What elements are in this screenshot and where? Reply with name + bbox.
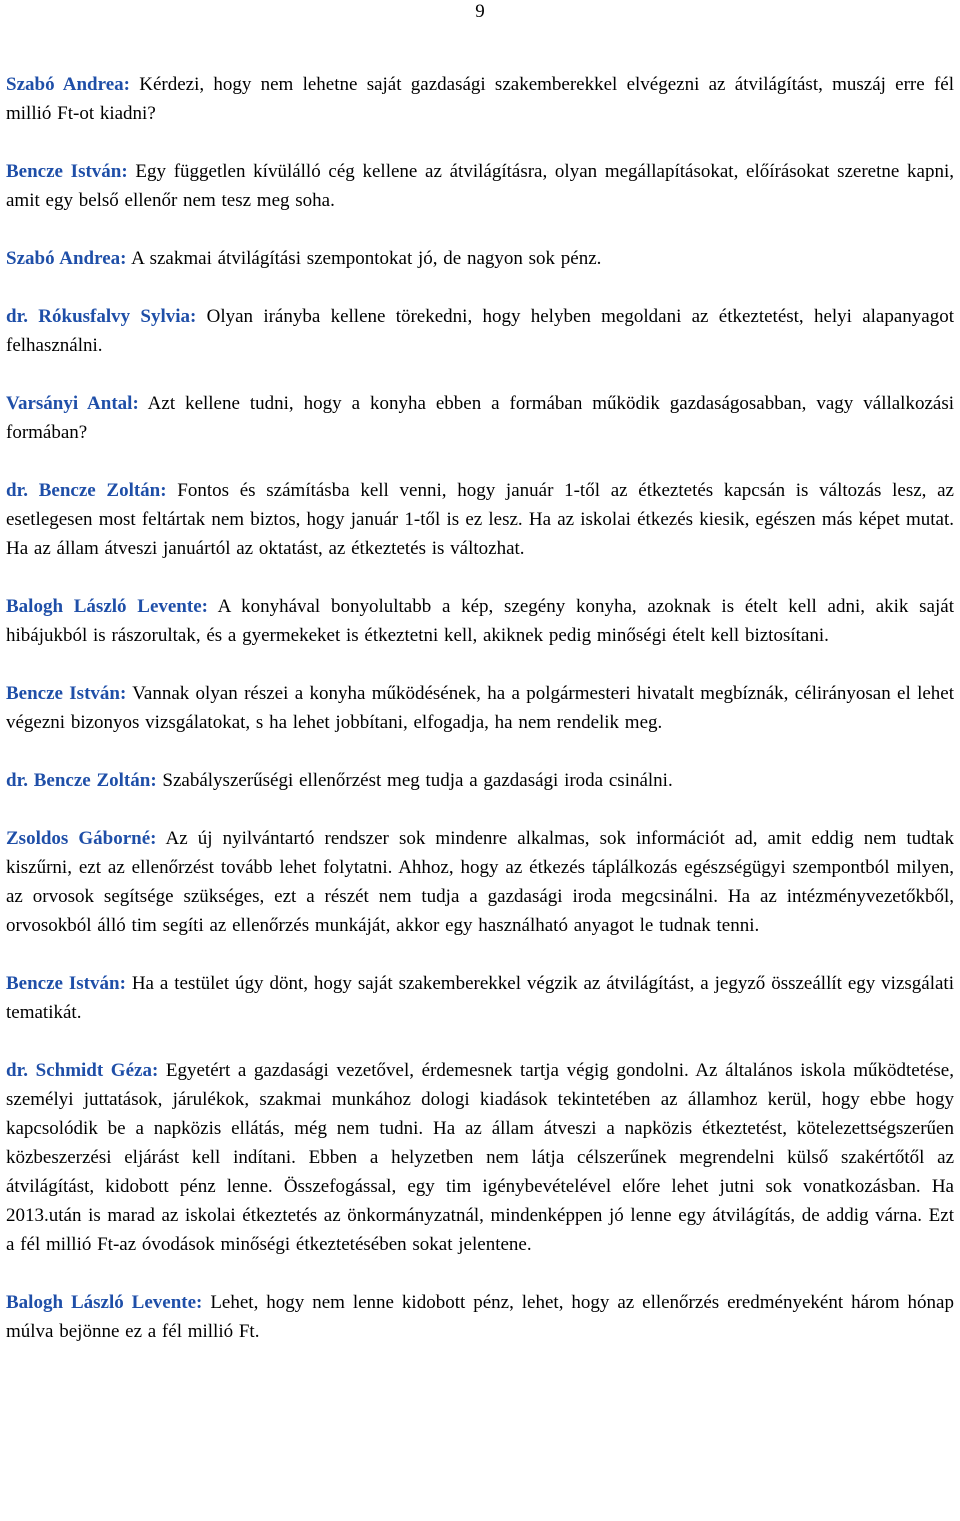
speaker-name: dr. Schmidt Géza: [6,1060,159,1081]
speaker-name: Balogh László Levente: [6,596,208,617]
speech-text: Egyetért a gazdasági vezetővel, érdemesnek tartja végig gondolni. Az általános iskola működtetése, személyi juttatások, járulékok, szakmai munkához dologi kiadások tekintetében az államhoz kerül, hogy ebbe hogy kapcsolódik be a napközis ellátás, még nem tudni. Ha az állam átveszi a napközis étkeztetést, kötelezettségszerűen közbeszerzési eljárást kell indítani. Ebben a helyzetben nem látja célszerűnek megrendelni külső szakértőtől az átvilágítást, kidobott pénz lenne. Összefogással, egy tim igénybevételével előre lehet jutni sok vonatkozásban. Ha 2013.után is marad az iskolai étkeztetés az önkormányzatnál, mindenképpen jó lenne egy átvilágítás, de addig várna. Ezt a fél millió Ft-az óvodások minőségi étkeztetésében sokat jelentene. [6,1060,954,1255]
speaker-name: Zsoldos Gáborné: [6,828,157,849]
speech-text: Vannak olyan részei a konyha működésének, ha a polgármesteri hivatalt megbíznák, célirányosan el lehet végezni bizonyos vizsgálatokat, s ha lehet jobbítani, elfogadja, ha nem rendelik meg. [6,683,954,733]
speaker-name: Balogh László Levente: [6,1292,203,1313]
speaker-name: Varsányi Antal: [6,393,139,414]
speech-text: A szakmai átvilágítási szempontokat jó, de nagyon sok pénz. [126,248,602,269]
minutes-paragraph [6,476,954,563]
minutes-paragraph [6,157,954,215]
speaker-name: Bencze István: [6,683,127,704]
minutes-body [6,70,954,1375]
speech-text: Lehet, hogy nem lenne kidobott pénz, lehet, hogy az ellenőrzés eredményeként három hónap múlva bejönne ez a fél millió Ft. [6,1292,954,1342]
minutes-paragraph [6,824,954,940]
speaker-name: Szabó Andrea: [6,248,127,269]
speaker-name: Bencze István: [6,973,126,994]
speaker-name: Bencze István: [6,161,128,182]
speech-text: Az új nyilvántartó rendszer sok mindenre alkalmas, sok információt ad, amit eddig nem tudtak kiszűrni, ezt az ellenőrzést tovább lehet folytatni. Ahhoz, hogy az étkezés táplálkozás egészségügyi szempontból milyen, az orvosok segítsége szükséges, ezt a részét nem tudja a gazdasági iroda megcsinálni. Ha az intézményvezetőkből, orvosokból álló tim segíti az ellenőrzés munkáját, akkor egy használható anyagot le tudnak tenni. [6,828,954,936]
speech-text: Olyan irányba kellene törekedni, hogy helyben megoldani az étkeztetést, helyi alapanyagot felhasználni. [6,306,955,356]
minutes-paragraph [6,969,954,1027]
speech-text: Kérdezi, hogy nem lehetne saját gazdasági szakemberekkel elvégezni az átvilágítást, muszáj erre fél millió Ft-ot kiadni? [6,74,954,124]
minutes-paragraph [6,1056,954,1259]
speaker-name: dr. Bencze Zoltán: [6,480,167,501]
speaker-name: dr. Bencze Zoltán: [6,770,157,791]
minutes-paragraph [6,679,954,737]
minutes-paragraph [6,302,954,360]
minutes-paragraph [6,766,954,795]
speech-text: Egy független kívülálló cég kellene az átvilágításra, olyan megállapításokat, előírásokat szeretne kapni, amit egy belső ellenőr nem tesz meg soha. [6,161,954,211]
speech-text: Ha a testület úgy dönt, hogy saját szakemberekkel végzik az átvilágítást, a jegyző összeállít egy vizsgálati tematikát. [6,973,954,1023]
minutes-paragraph [6,592,954,650]
minutes-paragraph [6,389,954,447]
speech-text: Szabályszerűségi ellenőrzést meg tudja a gazdasági iroda csinálni. [156,770,673,791]
minutes-paragraph [6,244,954,273]
speech-text: A konyhával bonyolultabb a kép, szegény konyha, azoknak is ételt kell adni, akik saját hibájukból is rászorultak, és a gyermekeket is étkeztetni kell, akiknek pedig minőségi ételt kell biztosítani. [6,596,954,646]
speaker-name: Szabó Andrea: [6,74,130,95]
speech-text: Fontos és számításba kell venni, hogy január 1-től az étkeztetés kapcsán is változás lesz, az esetlegesen most feltártak nem biztos, hogy január 1-től is ez lesz. Ha az iskolai étkezés kiesik, egészen más képet mutat. Ha az állam átveszi januártól az oktatást, az étkeztetés is változhat. [6,480,954,559]
page-number: 9 [475,1,485,22]
speech-text: Azt kellene tudni, hogy a konyha ebben a formában működik gazdaságosabban, vagy vállalkozási formában? [6,393,954,443]
minutes-paragraph [6,70,954,128]
minutes-paragraph [6,1288,954,1346]
speaker-name: dr. Rókusfalvy Sylvia: [6,306,197,327]
